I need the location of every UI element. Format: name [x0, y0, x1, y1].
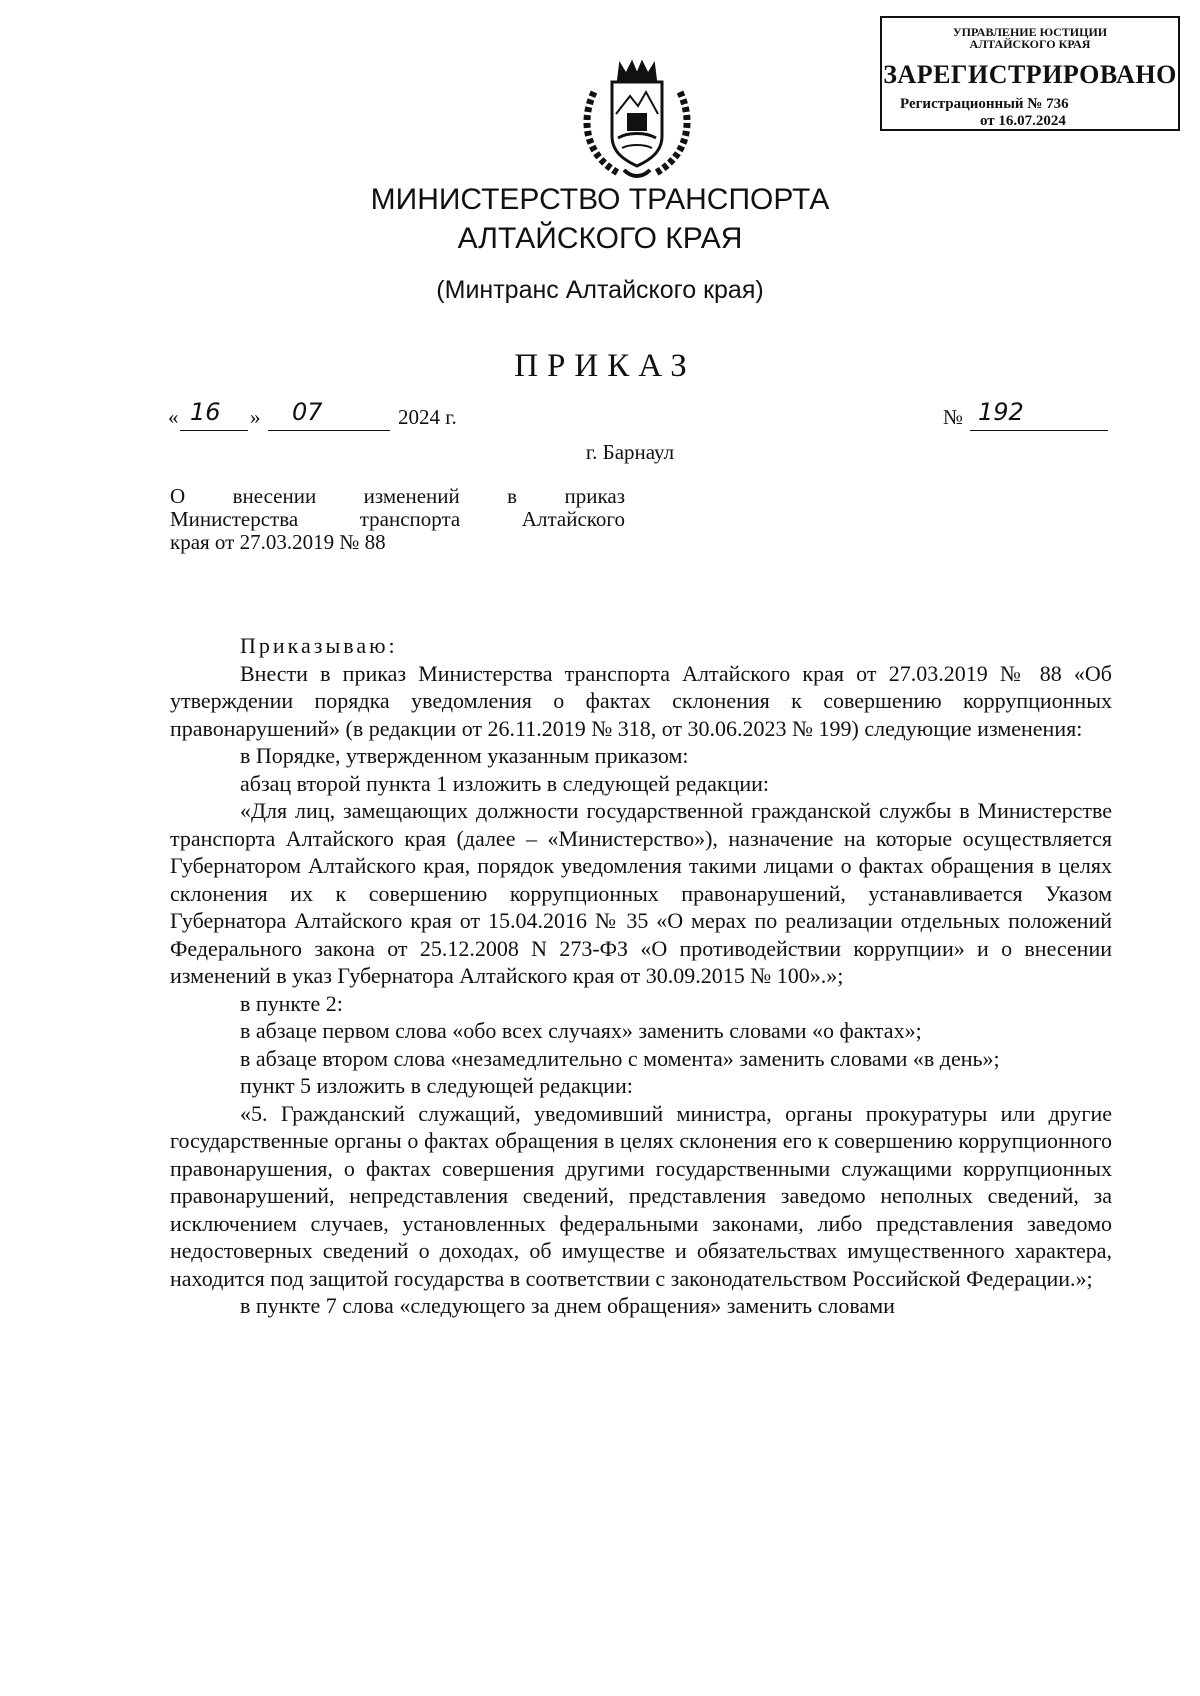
body-paragraph-1: Внести в приказ Министерства транспорта Алтайского края от 27.03.2019 № 88 «Об утверждении порядка уведомления о фактах склонения к совершению коррупционных правонарушений» (в редакции от 26.11.2019 № 318, от 30.06.2023 № 199) следующие изменения: — [170, 660, 1112, 741]
date-month-underline — [268, 430, 390, 431]
body-paragraph-7: в абзаце втором слова «незамедлительно с момента» заменить словами «в день»; — [240, 1045, 1000, 1071]
city-name: г. Барнаул — [585, 440, 675, 464]
order-directive: Приказываю: — [240, 633, 398, 658]
altai-krai-coat-of-arms-icon — [572, 52, 702, 182]
body-paragraph-5: в пункте 2: — [240, 990, 343, 1016]
document-type-title: ПРИКАЗ — [514, 348, 696, 384]
subject-line2: Министерства транспорта Алтайского — [170, 507, 625, 531]
order-number: 192 — [978, 398, 1024, 426]
order-subject — [170, 485, 625, 554]
subject-line3: края от 27.03.2019 № 88 — [170, 530, 386, 554]
body-paragraph-10: в пункте 7 слова «следующего за днем обращения» заменить словами — [240, 1293, 895, 1318]
body-paragraph-4: «Для лиц, замещающих должности государственной гражданской службы в Министерстве транспорта Алтайского края (далее – «Министерство»), назначение на которые осуществляется Губернатором Алтайского края, порядок уведомления такими лицами о фактах обращения в целях склонения их к совершению коррупционных правонарушений, устанавливается Указом Губернатора Алтайского края от 15.04.2016 № 35 «О мерах по реализации отдельных положений Федерального закона от 25.12.2008 N 273-ФЗ «О противодействии коррупции» и о внесении изменений в указ Губернатора Алтайского края от 30.09.2015 № 100».»; — [170, 798, 1112, 988]
date-open-quote: « — [168, 405, 179, 429]
order-number-label: № — [943, 405, 964, 429]
registration-stamp — [880, 16, 1180, 131]
ministry-name-line2: АЛТАЙСКОГО КРАЯ — [457, 222, 743, 255]
date-day: 16 — [190, 398, 221, 426]
stamp-registration-date: от 16.07.2024 — [980, 113, 1066, 129]
body-paragraph-3: абзац второй пункта 1 изложить в следующей редакции: — [240, 770, 769, 796]
body-paragraph-6: в абзаце первом слова «обо всех случаях» заменить словами «о фактах»; — [240, 1018, 922, 1043]
order-number-underline — [970, 430, 1108, 431]
ministry-name-line1: МИНИСТЕРСТВО ТРАНСПОРТА — [370, 183, 830, 216]
date-day-underline — [180, 430, 248, 431]
stamp-status: ЗАРЕГИСТРИРОВАНО — [883, 60, 1177, 89]
stamp-authority-line1: УПРАВЛЕНИЕ ЮСТИЦИИ — [952, 25, 1108, 39]
date-close-quote: » — [250, 405, 261, 429]
body-paragraph-8: пункт 5 изложить в следующей редакции: — [240, 1073, 633, 1098]
date-month: 07 — [292, 398, 323, 426]
stamp-registration-number: Регистрационный № 736 — [900, 96, 1069, 112]
ministry-short-name: (Минтранс Алтайского края) — [436, 276, 764, 304]
order-body — [170, 632, 1112, 1320]
stamp-authority-line2: АЛТАЙСКОГО КРАЯ — [969, 37, 1091, 51]
date-year: 2024 г. — [398, 405, 457, 429]
subject-line1: О внесении изменений в приказ — [170, 484, 625, 508]
body-paragraph-9: «5. Гражданский служащий, уведомивший министра, органы прокуратуры или другие государственные органы о фактах обращения в целях склонения его к совершению коррупционного правонарушения, о фактах совершения другими государственными служащими коррупционных правонарушений, непредставления сведений, представления заведомо неполных сведений, за исключением случаев, установленных федеральными законами, либо представления заведомо недостоверных сведений о доходах, об имуществе и обязательствах имущественного характера, находится под защитой государства в соответствии с законодательством Российской Федерации.»; — [170, 1100, 1112, 1291]
body-paragraph-2: в Порядке, утвержденном указанным приказом: — [240, 743, 689, 768]
